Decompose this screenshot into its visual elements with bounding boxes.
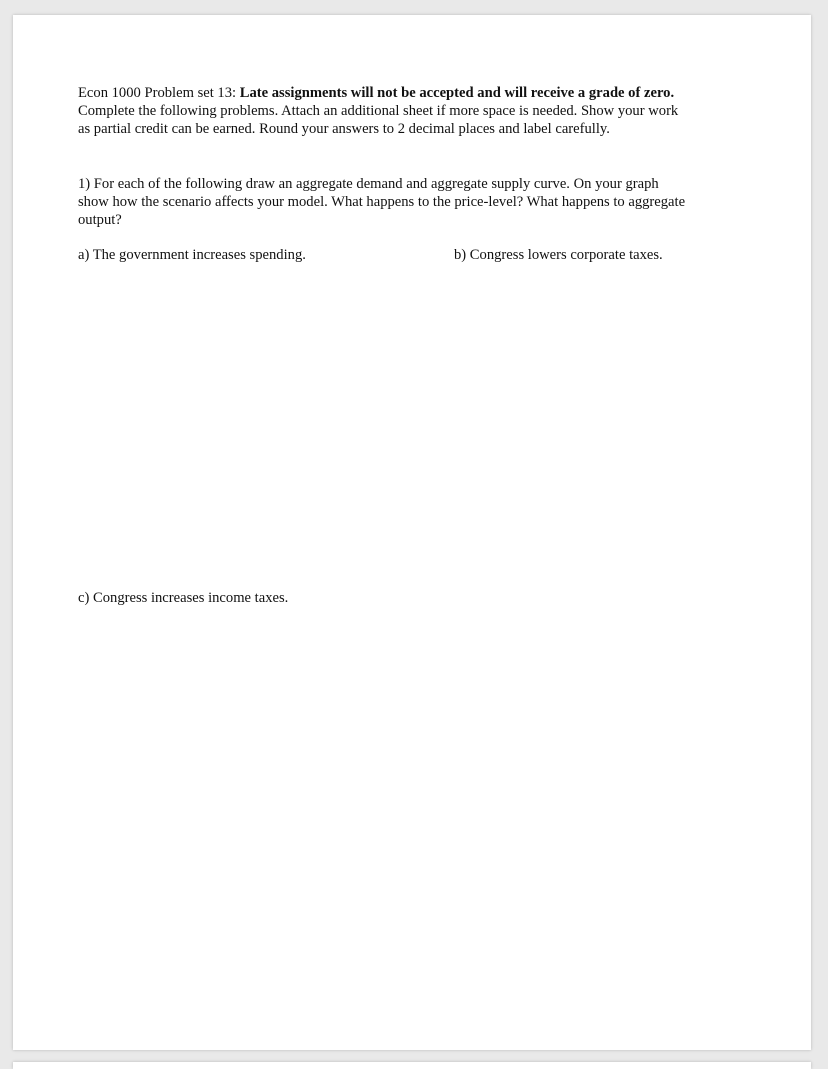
question-1-line-3: output? bbox=[78, 212, 122, 228]
header-line-2: Complete the following problems. Attach an additional sheet if more space is needed. Show your work bbox=[78, 103, 679, 119]
assignment-header bbox=[78, 84, 678, 138]
question-1-part-b: b) Congress lowers corporate taxes. bbox=[454, 247, 663, 263]
question-1 bbox=[78, 175, 685, 229]
next-page-edge bbox=[13, 1062, 811, 1069]
question-1-part-a: a) The government increases spending. bbox=[78, 247, 306, 263]
late-policy-warning: Late assignments will not be accepted and will receive a grade of zero. bbox=[239, 85, 675, 101]
question-1-line-1: 1) For each of the following draw an aggregate demand and aggregate supply curve. On your graph bbox=[78, 176, 659, 192]
question-1-part-c: c) Congress increases income taxes. bbox=[78, 590, 289, 606]
question-1-line-2: show how the scenario affects your model. What happens to the price-level? What happens to aggregate bbox=[78, 194, 686, 210]
header-line-3: as partial credit can be earned. Round your answers to 2 decimal places and label carefully. bbox=[78, 121, 610, 137]
course-title: Econ 1000 Problem set 13: bbox=[78, 85, 240, 101]
header-line-1 bbox=[78, 84, 678, 102]
document-page bbox=[13, 15, 811, 1050]
